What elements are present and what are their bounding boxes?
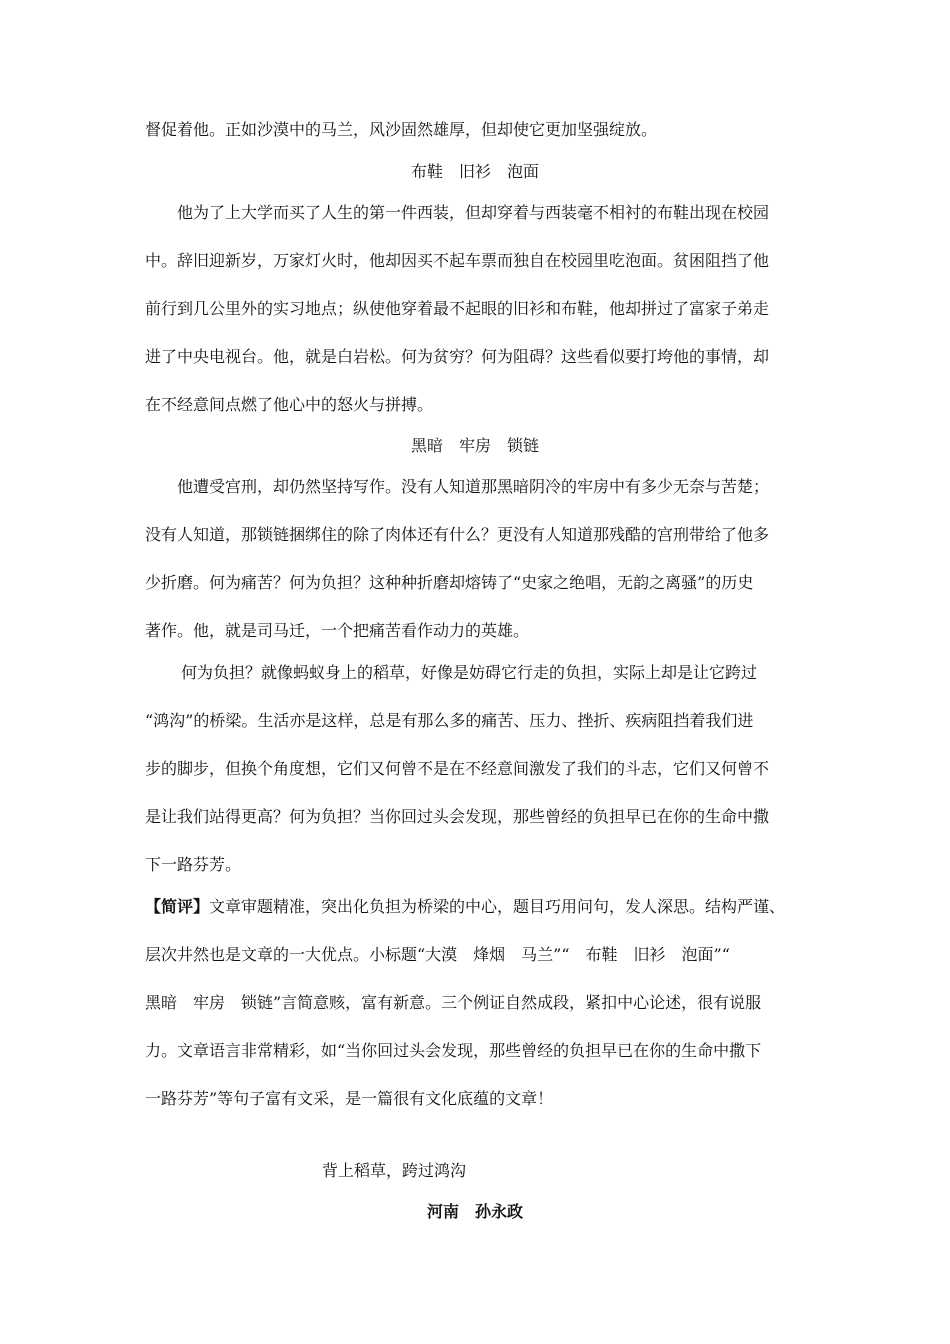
comment-line: 层次井然也是文章的一大优点。小标题“大漠 烽烟 马兰”“ 布鞋 旧衫 泡面”“ <box>145 945 730 964</box>
essay-title: 背上稻草，跨过鸿沟 <box>322 1161 467 1180</box>
comment-label: 【简评】 <box>145 897 210 916</box>
paragraph-line: 步的脚步，但换个角度想，它们又何曾不是在不经意间激发了我们的斗志，它们又何曾不 <box>145 759 770 778</box>
paragraph-line: 在不经意间点燃了他心中的怒火与拼搏。 <box>145 395 434 414</box>
comment-first-line <box>145 897 785 917</box>
paragraph-line: 督促着他。正如沙漠中的马兰，风沙固然雄厚，但却使它更加坚强绽放。 <box>145 120 658 139</box>
paragraph-line: 他为了上大学而买了人生的第一件西装，但却穿着与西装毫不相衬的布鞋出现在校园 <box>177 203 770 222</box>
paragraph-line: 进了中央电视台。他，就是白岩松。何为贫穷？何为阻碍？这些看似要打垮他的事情，却 <box>145 347 770 366</box>
comment-text: 文章审题精准，突出化负担为桥梁的中心，题目巧用问句，发人深思。结构严谨、 <box>209 897 786 916</box>
paragraph-line: 没有人知道，那锁链捆绑住的除了肉体还有什么？更没有人知道那残酷的宫刑带给了他多 <box>145 525 770 544</box>
paragraph-line: 著作。他，就是司马迁，一个把痛苦看作动力的英雄。 <box>145 621 530 640</box>
comment-line: 力。文章语言非常精彩，如“当你回过头会发现，那些曾经的负担早已在你的生命中撒下 <box>145 1041 762 1060</box>
comment-line: 黑暗 牢房 锁链”言简意赅，富有新意。三个例证自然成段，紧扣中心论述，很有说服 <box>145 993 762 1012</box>
paragraph-line: 下一路芬芳。 <box>145 855 242 874</box>
paragraph-line: “鸿沟”的桥梁。生活亦是这样，总是有那么多的痛苦、压力、挫折、疾病阻挡着我们进 <box>145 711 754 730</box>
section-subtitle: 布鞋 旧衫 泡面 <box>410 162 539 181</box>
section-subtitle: 黑暗 牢房 锁链 <box>410 436 539 455</box>
paragraph-line: 何为负担？就像蚂蚁身上的稻草，好像是妨碍它行走的负担，实际上却是让它跨过 <box>181 663 758 682</box>
paragraph-line: 他遭受宫刑，却仍然坚持写作。没有人知道那黑暗阴冷的牢房中有多少无奈与苦楚； <box>177 477 770 496</box>
comment-line: 一路芬芳”等句子富有文采，是一篇很有文化底蕴的文章！ <box>145 1089 554 1108</box>
paragraph-line: 少折磨。何为痛苦？何为负担？这种种折磨却熔铸了“史家之绝唱，无韵之离骚”的历史 <box>145 573 754 592</box>
paragraph-line: 前行到几公里外的实习地点；纵使他穿着最不起眼的旧衫和布鞋，他却拼过了富家子弟走 <box>145 299 770 318</box>
paragraph-line: 中。辞旧迎新岁，万家灯火时，他却因买不起车票而独自在校园里吃泡面。贫困阻挡了他 <box>145 251 770 270</box>
essay-author: 河南 孙永政 <box>426 1202 523 1221</box>
paragraph-line: 是让我们站得更高？何为负担？当你回过头会发现，那些曾经的负担早已在你的生命中撒 <box>145 807 770 826</box>
